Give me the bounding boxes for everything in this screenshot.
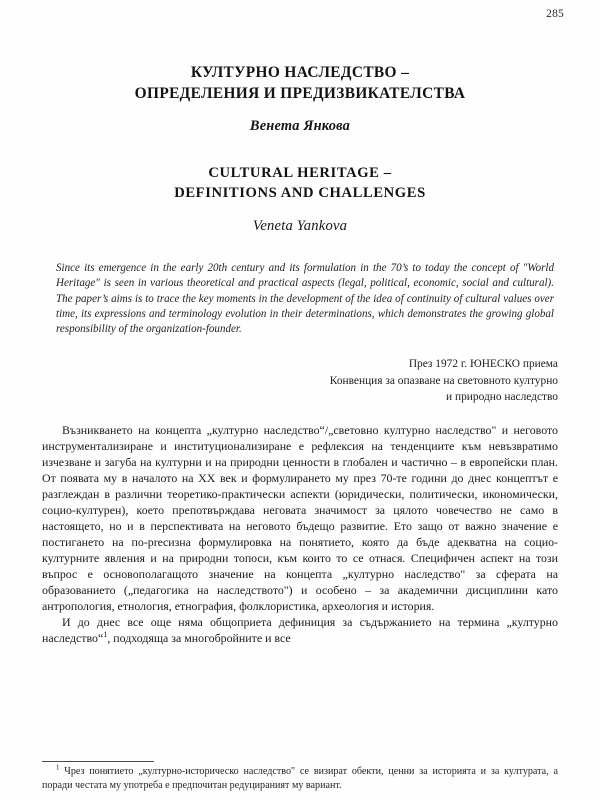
title-bulgarian-line-1: КУЛТУРНО НАСЛЕДСТВО – (190, 64, 410, 81)
page-content (42, 62, 558, 646)
author-name-english: Veneta Yankova (252, 217, 348, 234)
epigraph-line-3: и природно наследство (446, 390, 558, 403)
footnote-separator-rule (42, 761, 154, 762)
footnote-text: Чрез понятието „културно-историческо наследство" се визират обекти, ценни за историята и за културата, а поради честата му употреба е предпочитан редуцираният му вариант. (42, 766, 558, 791)
epigraph-line-2: Конвенция за опазване на световното културно (329, 374, 558, 387)
body-paragraph-2-pre: И до днес все още няма общоприета дефиниция за съдържанието на термина „културно наследство“ (42, 614, 558, 645)
footnote-zone (42, 761, 558, 792)
body-paragraph-2 (42, 614, 558, 646)
page-title-english (42, 163, 558, 204)
body-paragraph-1: Възникването на концепта „културно наследство“/„световно културно наследство" и неговото инструментализиране и институционализиране е рефлексия на тенденциите към невъзвратимо изчезване и загуба на културни и на природни ценности в глобален и частично – в европейски план. От появата му в началото на XX век и формулирането му през 70-те години до днес концептът е разглеждан в различни теоретико-практически аспекти (юридически, политически, икономически, социо-културен), което препотвърждава неговата значимост за цялото човечество не само в настоящето, но и в перспективата на неговото бъдещо развитие. Ето защо от важно значение е постигането на по-precизна формулировка на понятието, която да бъде адекватна на социо-културните явления и на природни топоси, към които то се отнася. Специфичен аспект на този въпрос е основополагащото значение на концепта „културно наследство" за сферата на образованието („педагогика на наследството") и особено – за академични дисциплини като антропология, етнология, етнография, фолклористика, археология и история. (42, 422, 558, 613)
footnote-entry (42, 765, 558, 792)
footnote-reference-marker[interactable]: 1 (103, 630, 108, 640)
title-english-line-1: CULTURAL HERITAGE – (208, 164, 392, 181)
footnote-number: 1 (56, 764, 60, 772)
abstract-text: Since its emergence in the early 20th century and its formulation in the 70’s to today the concept of "World Heritage" is seen in various theoretical and practical aspects (legal, political, economic, social and cultural). The paper’s aims is to trace the key moments in the development of the idea of continuity of cultural values over time, its expressions and terminology evolution in their determinations, which demonstrates the growing global responsibility of the organization-founder. (56, 261, 554, 336)
title-bulgarian-line-2: ОПРЕДЕЛЕНИЯ И ПРЕДИЗВИКАТЕЛСТВА (134, 85, 466, 103)
author-name-bulgarian: Венета Янкова (249, 117, 351, 134)
page-number: 285 (546, 8, 564, 20)
body-paragraph-2-post: , подходяща за многобройните и все (107, 630, 291, 645)
title-english-line-2: DEFINITIONS AND CHALLENGES (174, 185, 426, 202)
page-title-bulgarian (42, 62, 558, 105)
epigraph-line-1: През 1972 г. ЮНЕСКО приема (408, 358, 558, 371)
footnote-block (42, 765, 558, 792)
epigraph-block (42, 356, 558, 405)
abstract-block (42, 261, 558, 337)
body-text (42, 422, 558, 646)
